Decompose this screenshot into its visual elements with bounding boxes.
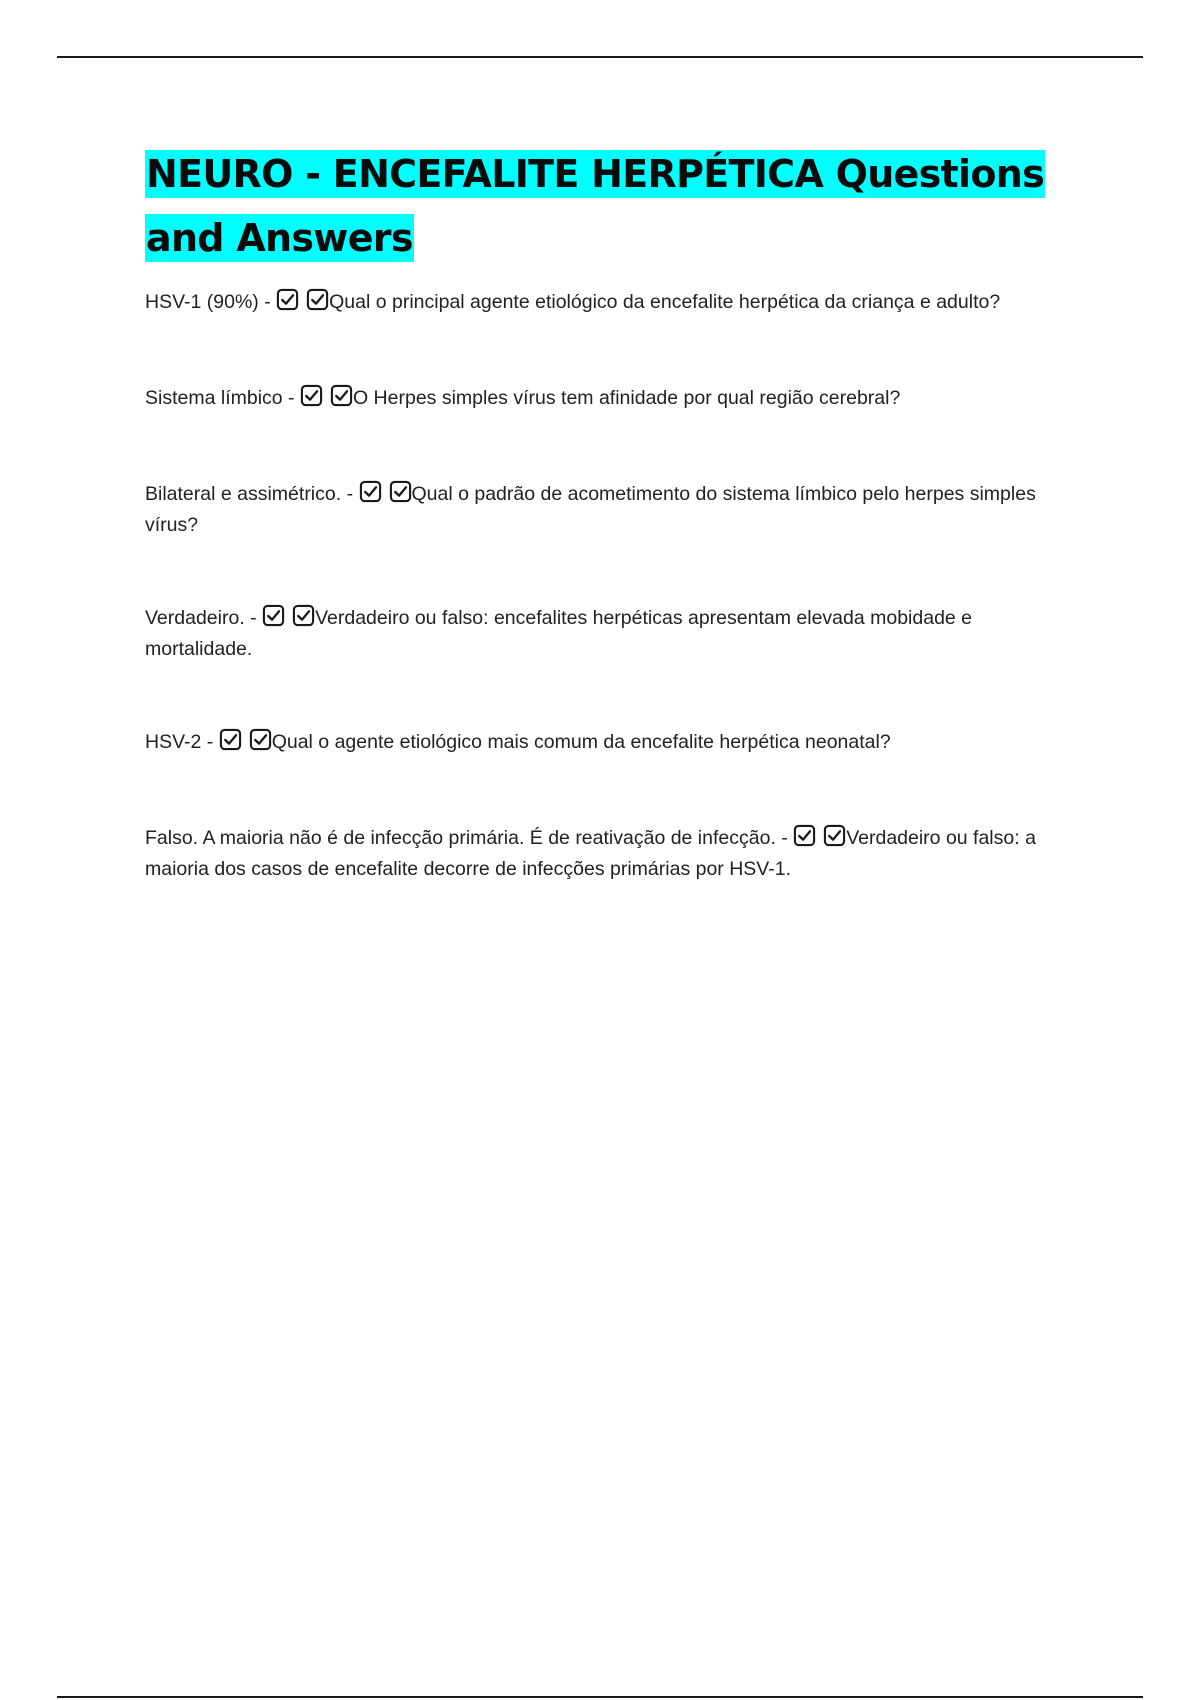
checkbox-check-icon — [300, 384, 323, 407]
separator: - — [775, 827, 794, 849]
separator: - — [341, 483, 359, 505]
question-text: Qual o agente etiológico mais comum da encefalite herpética neonatal? — [271, 731, 891, 753]
answer-text: HSV-1 (90%) — [145, 291, 259, 313]
answer-text: Verdadeiro. — [145, 607, 245, 629]
qa-item — [145, 288, 1080, 319]
document-title-text: NEURO - ENCEFALITE HERPÉTICA Questions and Answers — [146, 152, 1045, 260]
checkbox-check-icon — [330, 384, 353, 407]
separator: - — [201, 731, 219, 753]
question-text: Qual o principal agente etiológico da encefalite herpética da criança e adulto? — [329, 291, 1001, 313]
check-icons — [300, 384, 353, 415]
separator: - — [244, 607, 263, 629]
question-text: Verdadeiro ou falso: a maioria dos casos de encefalite decorre de infecções primárias por HSV-1. — [145, 827, 1036, 880]
bottom-rule — [57, 1696, 1143, 1698]
top-rule — [57, 56, 1143, 58]
question-text: O Herpes simples vírus tem afinidade por qual região cerebral? — [352, 387, 901, 409]
checkbox-check-icon — [793, 824, 816, 847]
checkbox-check-icon — [292, 604, 315, 627]
separator: - — [258, 291, 277, 313]
answer-text: Falso. A maioria não é de infecção primária. É de reativação de infecção. — [145, 827, 776, 849]
separator: - — [282, 387, 300, 409]
checkbox-check-icon — [389, 480, 412, 503]
document-body — [145, 142, 1080, 883]
question-text: Qual o padrão de acometimento do sistema límbico pelo herpes simples vírus? — [145, 483, 1036, 536]
checkbox-check-icon — [823, 824, 846, 847]
checkbox-check-icon — [276, 288, 299, 311]
check-icons — [219, 728, 272, 759]
qa-item — [145, 480, 1080, 539]
checkbox-check-icon — [306, 288, 329, 311]
checkbox-check-icon — [359, 480, 382, 503]
check-icons — [262, 604, 315, 635]
answer-text: Sistema límbico — [145, 387, 283, 409]
answer-text: Bilateral e assimétrico. — [145, 483, 342, 505]
check-icons — [276, 288, 329, 319]
question-text: Verdadeiro ou falso: encefalites herpéticas apresentam elevada mobidade e mortalidade. — [145, 607, 973, 660]
qa-item — [145, 728, 1080, 759]
checkbox-check-icon — [262, 604, 285, 627]
qa-item — [145, 604, 1080, 663]
check-icons — [793, 824, 846, 855]
answer-text: HSV-2 — [145, 731, 202, 753]
qa-item — [145, 384, 1080, 415]
checkbox-check-icon — [219, 728, 242, 751]
qa-item — [145, 824, 1080, 883]
check-icons — [359, 480, 412, 511]
document-title — [145, 142, 1080, 270]
checkbox-check-icon — [249, 728, 272, 751]
